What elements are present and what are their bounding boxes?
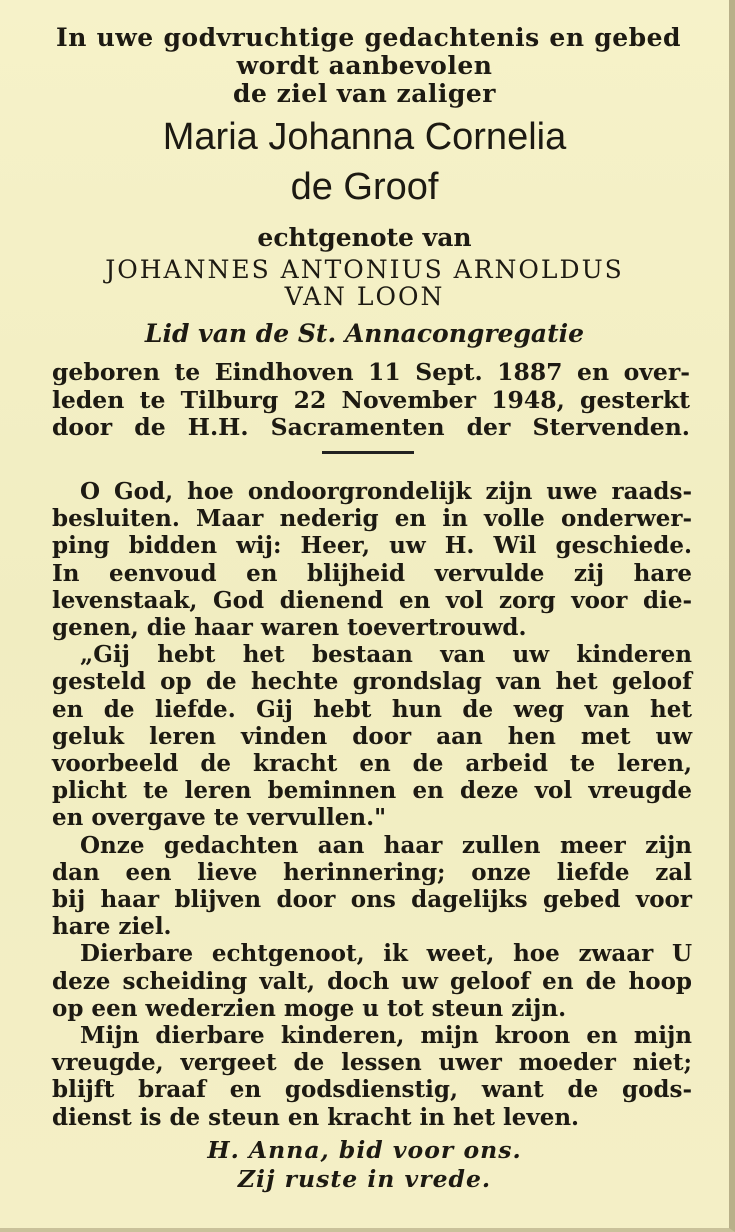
paragraph-line: deze scheiding valt, doch uw geloof en de hoop (52, 967, 692, 995)
deceased-name-line-1: Maria Johanna Cornelia (162, 116, 567, 158)
membership-line: Lid van de St. Annacongregatie (144, 319, 585, 348)
header-line-2: wordt aanbevolen (236, 51, 493, 80)
paragraph-line: op een wederzien moge u tot steun zijn. (52, 994, 567, 1022)
paragraph-line: genen, die haar waren toevertrouwd. (52, 614, 527, 642)
paragraph-line: bij haar blijven door ons dagelijks gebed voor (52, 886, 692, 914)
divider-rule (322, 451, 414, 454)
paragraph-line: Mijn dierbare kinderen, mijn kroon en mijn (80, 1022, 692, 1050)
bio-line: leden te Tilburg 22 November 1948, gesterkt (52, 385, 690, 414)
paragraph-line: ping bidden wij: Heer, uw H. Wil geschiede. (52, 532, 692, 560)
spouse-name-line-2: VAN LOON (284, 282, 445, 311)
bio-line: geboren te Eindhoven 11 Sept. 1887 en over- (52, 358, 690, 386)
paragraph-line: In eenvoud en blijheid vervulde zij hare (52, 559, 692, 587)
paragraph (52, 940, 692, 1022)
memorial-text (52, 478, 692, 1131)
paragraph-line: dan een lieve herinnering; onze liefde zal (52, 858, 692, 886)
paragraph-line: gesteld op de hechte grondslag van het geloof (52, 668, 692, 696)
paragraph-line: Onze gedachten aan haar zullen meer zijn (80, 831, 692, 859)
paragraph (52, 478, 692, 641)
paragraph-line: hare ziel. (52, 913, 172, 941)
paragraph-line: en overgave te vervullen." (52, 804, 387, 832)
paragraph (52, 832, 692, 941)
paragraph-line: blijft braaf en godsdienstig, want de gods- (52, 1076, 692, 1104)
closing-prayer (0, 1136, 729, 1194)
paragraph-line: O God, hoe ondoorgrondelijk zijn uwe raads- (80, 478, 692, 505)
closing-line-1: H. Anna, bid voor ons. (207, 1136, 522, 1164)
bio-line: door de H.H. Sacramenten der Stervenden. (52, 413, 690, 441)
closing-line-2: Zij ruste in vrede. (237, 1165, 492, 1193)
paragraph-line: Dierbare echtgenoot, ik weet, hoe zwaar U (80, 940, 692, 968)
paragraph (52, 1022, 692, 1131)
spouse-name-line-1: JOHANNES ANTONIUS ARNOLDUS (105, 255, 624, 284)
deceased-name-line-2: de Groof (290, 166, 439, 208)
paragraph-line: besluiten. Maar nederig en in volle onderwer- (52, 505, 692, 533)
card-header (0, 24, 729, 108)
paragraph-line: vreugde, vergeet de lessen uwer moeder niet; (52, 1049, 692, 1077)
paragraph (52, 641, 692, 831)
biography (52, 359, 690, 442)
header-line-1: In uwe godvruchtige gedachtenis en gebed (56, 23, 681, 52)
spouse-relation: echtgenote van (257, 223, 472, 252)
header-line-3: de ziel van zaliger (233, 79, 496, 108)
paragraph-line: en de liefde. Gij hebt hun de weg van het (52, 695, 692, 723)
spouse-name (0, 256, 729, 310)
paragraph-line: geluk leren vinden door aan hen met uw (52, 722, 692, 750)
paragraph-line: „Gij hebt het bestaan van uw kinderen (80, 641, 692, 669)
paragraph-line: plicht te leren beminnen en deze vol vreugde (52, 777, 692, 805)
deceased-name (0, 112, 729, 212)
paragraph-line: voorbeeld de kracht en de arbeid te leren, (52, 750, 692, 778)
paragraph-line: levenstaak, God dienend en vol zorg voor die- (52, 586, 692, 614)
paragraph-line: dienst is de steun en kracht in het leven. (52, 1103, 580, 1131)
